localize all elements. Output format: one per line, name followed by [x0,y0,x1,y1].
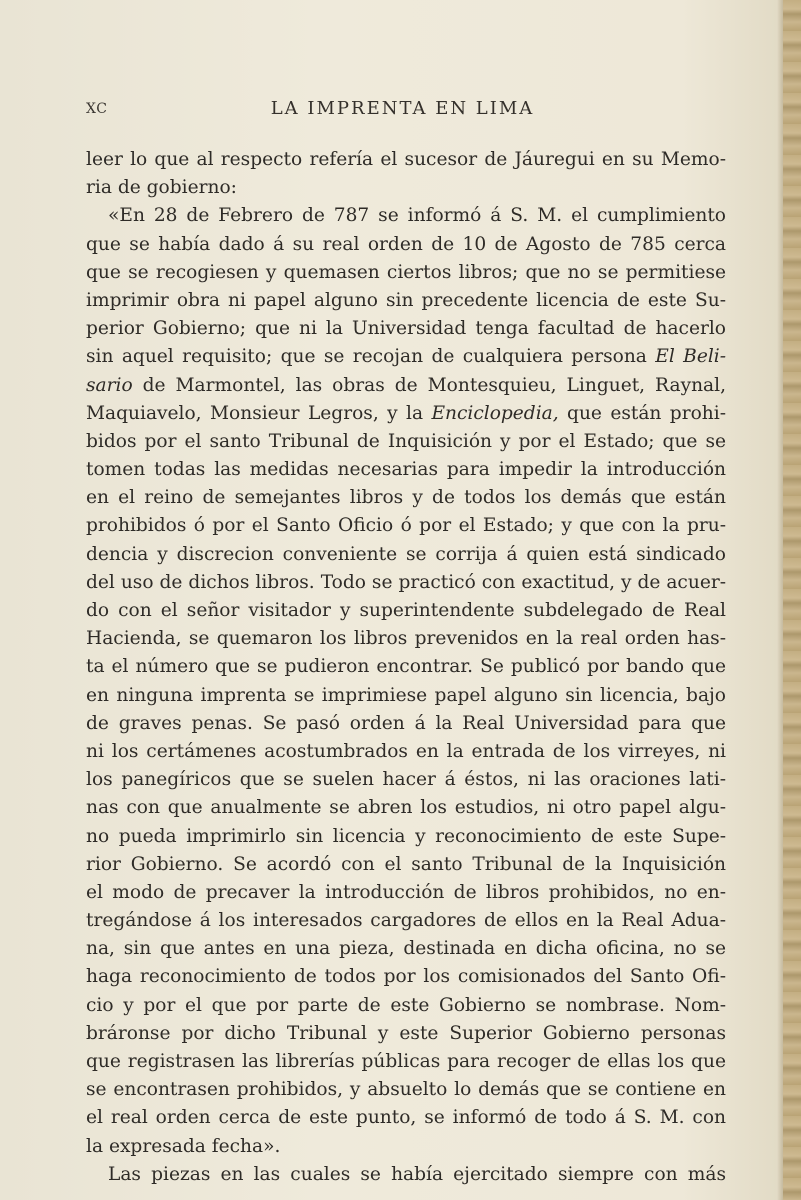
text-span: el modo de precaver la introducción de libros prohibidos, no en- [86,881,726,903]
italic-title: sario [86,374,133,396]
text-line [86,1020,726,1048]
italic-title: Enciclopedia, [431,402,559,424]
text-span: prohibidos ó por el Santo Oficio ó por el Estado; y que con la pru- [86,515,726,537]
text-span: dencia y discrecion conveniente se corrija á quien está sindicado [86,543,726,565]
text-span: do con el señor visitador y superintendente subdelegado de Real [86,600,726,621]
text-line [86,400,726,428]
text-line [86,907,726,935]
text-span: del uso de dichos libros. Todo se practicó con exactitud, y de acuer- [86,571,726,593]
text-line [86,1104,726,1132]
text-span: de Marmontel, las obras de Montesquieu, Linguet, Raynal, [132,374,726,396]
text-span: cio y por el que por parte de este Gobierno se nombrase. Nom- [86,994,726,1016]
italic-title: El Beli- [655,346,726,368]
text-line [86,597,726,625]
text-line [86,372,726,400]
text-span: ni los certámenes acostumbrados en la entrada de los virreyes, ni [86,740,726,762]
text-span: ria de gobierno: [86,177,237,199]
text-line [86,541,726,569]
text-line [86,851,726,879]
text-line [86,484,726,512]
book-edge [783,0,801,1200]
text-line [86,879,726,907]
text-span: la expresada fecha». [86,1135,281,1157]
text-line [86,456,726,484]
text-line [86,512,726,540]
text-span: en el reino de semejantes libros y de todos los demás que están [86,487,726,509]
text-span: los panegíricos que se suelen hacer á éstos, ni las oraciones lati- [86,769,726,791]
text-span: de graves penas. Se pasó orden á la Real Universidad para que [86,712,726,734]
text-span: que se había dado á su real orden de 10 de Agosto de 785 cerca [86,233,726,255]
text-line [86,287,726,315]
text-span: tregándose á los interesados cargadores de ellos en la Real Adua- [86,910,726,932]
text-line [86,1161,726,1189]
running-title: LA IMPRENTA EN LIMA [270,98,535,119]
text-line [86,710,726,738]
text-span: bidos por el santo Tribunal de Inquisición y por el Estado; que se [86,430,726,452]
text-line [86,682,726,710]
text-span: nas con que anualmente se abren los estudios, ni otro papel algu- [86,797,726,819]
text-span: «En 28 de Febrero de 787 se informó á S. M. el cumplimiento [108,205,726,227]
text-line [86,766,726,794]
text-span: bráronse por dicho Tribunal y este Superior Gobierno personas [86,1022,726,1044]
text-span: leer lo que al respecto refería el sucesor de Jáuregui en su Memo- [86,149,726,170]
text-line [86,569,726,597]
text-line [86,146,726,174]
text-span: rior Gobierno. Se acordó con el santo Tribunal de la Inquisición [86,853,726,875]
text-span: na, sin que antes en una pieza, destinada en dicha oficina, no se [86,938,726,960]
text-span: perior Gobierno; que ni la Universidad tenga facultad de hacerlo [86,318,726,340]
text-span: se encontrasen prohibidos, y absuelto lo demás que se contiene en [86,1079,726,1101]
text-span: sin aquel requisito; que se recojan de cualquiera persona [86,346,656,368]
text-span: en ninguna imprenta se imprimiese papel alguno sin licencia, bajo [86,684,726,706]
text-line [86,1076,726,1104]
text-line [86,625,726,653]
text-line [86,653,726,681]
body-text [86,146,726,1189]
text-line [86,738,726,766]
text-line [86,231,726,259]
text-line [86,174,726,202]
text-span: el real orden cerca de este punto, se informó de todo á S. M. con [86,1107,726,1129]
text-span: haga reconocimiento de todos por los comisionados del Santo Ofi- [86,966,726,988]
text-line [86,1133,726,1161]
text-line [86,1048,726,1076]
text-line [86,428,726,456]
text-line [86,963,726,991]
text-line [86,794,726,822]
text-span: no pueda imprimirlo sin licencia y reconocimiento de este Supe- [86,825,726,847]
text-span: Las piezas en las cuales se había ejercitado siempre con más [108,1163,726,1185]
text-line [86,343,726,371]
text-line [86,935,726,963]
text-span: que se recogiesen y quemasen ciertos libros; que no se permitiese [86,261,726,283]
text-line [86,259,726,287]
text-line [86,823,726,851]
text-span: tomen todas las medidas necesarias para impedir la introducción [86,459,726,481]
text-span: ta el número que se pudieron encontrar. Se publicó por bando que [86,656,726,678]
text-span: Hacienda, se quemaron los libros prevenidos en la real orden has- [86,628,726,650]
text-span: que están prohi- [558,402,726,424]
page-header [86,98,719,125]
text-span: que registrasen las librerías públicas para recoger de ellas los que [86,1051,726,1072]
text-line [86,202,726,230]
text-line [86,315,726,343]
text-line [86,992,726,1020]
text-span: Maquiavelo, Monsieur Legros, y la [86,402,432,424]
text-span: imprimir obra ni papel alguno sin precedente licencia de este Su- [86,289,726,311]
page-number: XC [86,101,108,117]
